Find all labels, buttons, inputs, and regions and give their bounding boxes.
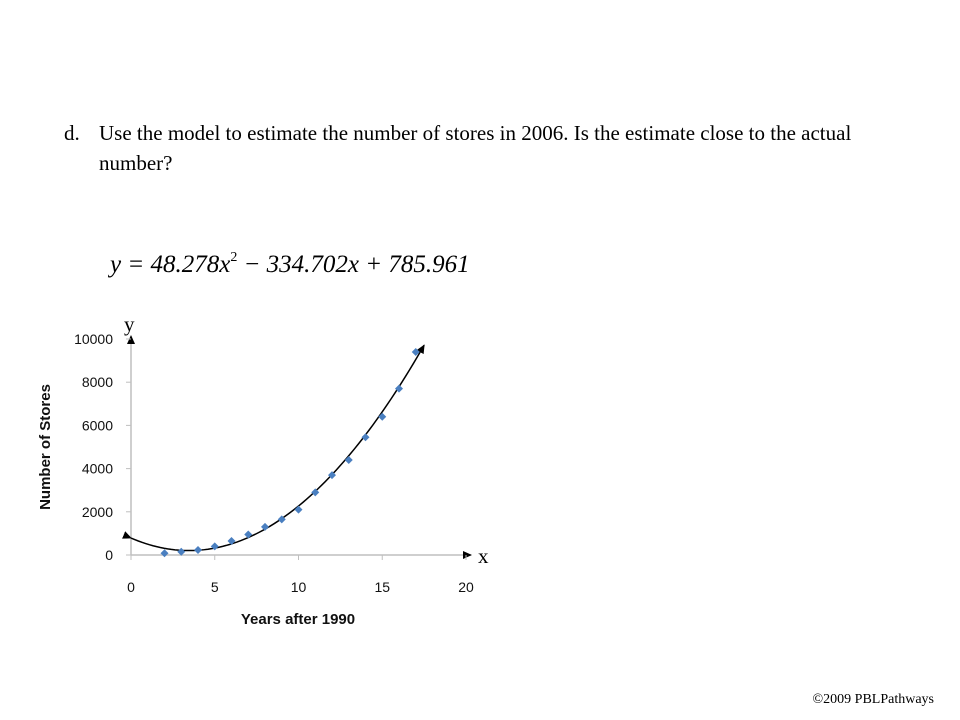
data-point <box>261 523 269 531</box>
x-tick-label: 10 <box>290 579 307 595</box>
data-point <box>362 433 370 441</box>
x-axis-letter: x <box>478 544 489 568</box>
x-tick-label: 0 <box>127 579 135 595</box>
data-point <box>378 413 386 421</box>
question-marker: d. <box>64 121 80 145</box>
y-axis-letter: y <box>124 312 135 336</box>
data-point <box>194 546 202 554</box>
y-tick-label: 10000 <box>74 331 113 347</box>
data-point <box>244 530 252 538</box>
equation-exponent: 2 <box>230 250 238 265</box>
data-point <box>228 537 236 545</box>
y-axis-title: Number of Stores <box>37 384 54 510</box>
data-point <box>295 506 303 514</box>
equation-part-2: − 334.702x + 785.961 <box>237 251 470 278</box>
data-point <box>345 456 353 464</box>
y-tick-label: 8000 <box>81 374 113 391</box>
y-tick-label: 2000 <box>81 503 113 520</box>
equation-part-1: y = 48.278x <box>110 251 231 278</box>
x-tick-label: 15 <box>374 579 391 595</box>
y-tick-label: 6000 <box>81 417 113 434</box>
data-point <box>161 549 169 557</box>
y-tick-label: 0 <box>105 547 113 563</box>
fit-curve <box>131 345 424 550</box>
x-axis-title: Years after 1990 <box>240 611 356 628</box>
x-tick-label: 5 <box>210 579 219 595</box>
copyright-notice: ©2009 PBLPathways <box>812 692 934 707</box>
x-tick-label: 20 <box>458 579 474 595</box>
y-tick-label: 4000 <box>81 460 113 477</box>
question-text: Use the model to estimate the number of stores in 2006. Is the estimate close to the actual number? <box>99 121 852 175</box>
